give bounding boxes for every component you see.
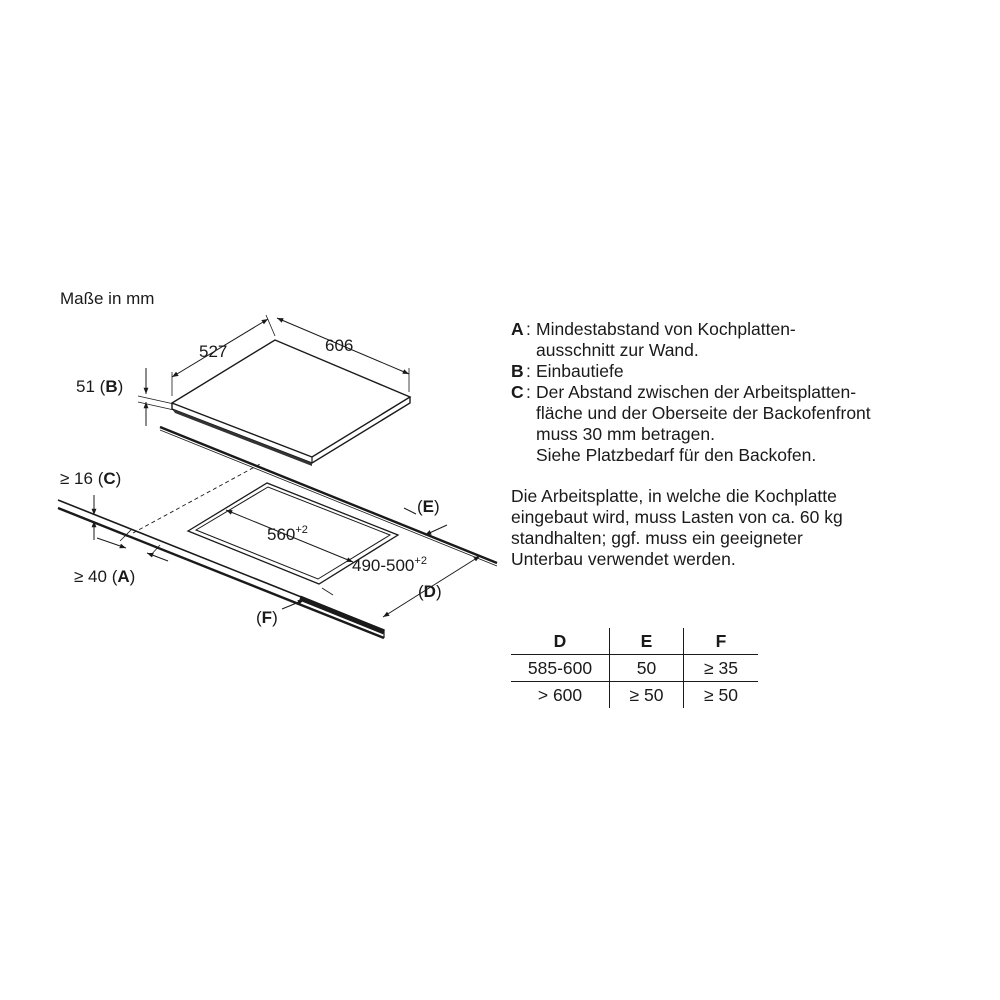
note-line: standhalten; ggf. muss ein geeigneter — [511, 528, 803, 548]
legend — [511, 319, 981, 466]
table-cell: ≥ 35 — [684, 655, 759, 682]
units-caption: Maße in mm — [60, 289, 155, 308]
load-note — [511, 486, 981, 570]
legend-line: ausschnitt zur Wand. — [536, 340, 699, 360]
table-cell: 50 — [610, 655, 684, 682]
table-header: E — [610, 628, 684, 655]
dim-width-label: 606 — [325, 336, 354, 355]
table-header-row — [511, 628, 758, 655]
worktop-back-edge — [160, 427, 497, 566]
table-header: F — [684, 628, 759, 655]
dim-f-label: (F) — [256, 608, 278, 627]
legend-line: Mindestabstand von Kochplatten- — [536, 319, 796, 339]
dim-d-label: (D) — [418, 582, 442, 601]
table-cell: > 600 — [537, 684, 583, 705]
note-line: eingebaut wird, muss Lasten von ca. 60 kg — [511, 507, 843, 527]
table-header: D — [553, 630, 567, 651]
dim-a-gap — [97, 529, 168, 561]
clearance-table — [511, 628, 758, 708]
legend-line: muss 30 mm betragen. — [536, 424, 715, 444]
table-row — [511, 655, 758, 682]
legend-line: Siehe Platzbedarf für den Backofen. — [536, 445, 817, 465]
dim-cutout-width-label: $560^{+2}$ — [267, 524, 308, 544]
table-row — [511, 682, 758, 709]
dim-depth-label: 527 — [199, 342, 228, 361]
legend-key: A — [511, 319, 524, 339]
dim-e-label: (E) — [417, 497, 440, 516]
legend-item-a: A : Mindestabstand von Kochplatten- ausschnitt zur Wand. — [511, 319, 981, 361]
dim-cutout-depth-label: $490-500^{+2}$ — [352, 555, 427, 575]
legend-line: fläche und der Oberseite der Backofenfront — [536, 403, 871, 423]
legend-key: C — [511, 382, 524, 402]
note-line: Die Arbeitsplatte, in welche die Kochplatte — [511, 486, 837, 506]
dim-b-height — [138, 368, 174, 426]
table-cell: ≥ 50 — [684, 682, 759, 709]
note-line: Unterbau verwendet werden. — [511, 549, 736, 569]
dim-c-label: ≥ 16 (C) — [60, 469, 122, 488]
legend-item-b: B : Einbautiefe — [511, 361, 981, 382]
table-cell: ≥ 50 — [610, 682, 684, 709]
legend-line: Der Abstand zwischen der Arbeitsplatten- — [536, 382, 857, 402]
table-cell: 585-600 — [511, 655, 610, 682]
dim-height-label: 51 (B) — [76, 377, 124, 396]
legend-key: B — [511, 361, 524, 381]
legend-line: Einbautiefe — [536, 361, 624, 381]
dim-a-label: ≥ 40 (A) — [74, 567, 136, 586]
legend-item-c: C : Der Abstand zwischen der Arbeitsplatten- fläche und der Oberseite der Backofenfront muss 30 mm betragen. Siehe Platzbedarf für den Backofen. — [511, 382, 981, 466]
